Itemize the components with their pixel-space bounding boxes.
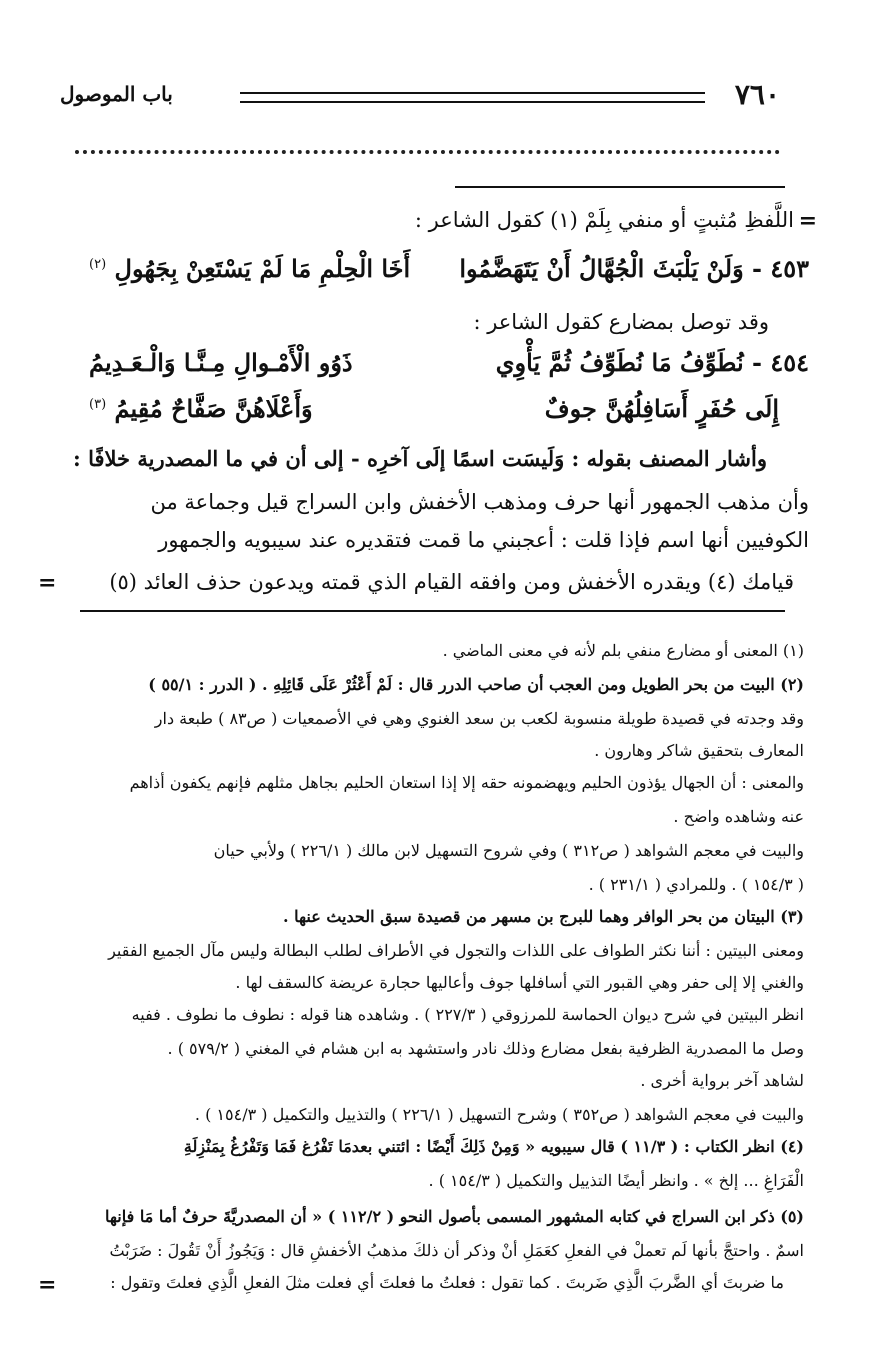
page-header — [60, 78, 780, 118]
footnote-line: والغني إلا إلى حفر وهي القبور التي أسافلها جوف وأعاليها حجارة عريضة كالسقف لها . — [235, 973, 804, 992]
verse-454-b — [89, 394, 809, 434]
verse-454-second-hemistich: ذَوُو الْأَمْـوالِ مِـنَّـا وَالْـعَـدِيمُ — [89, 348, 353, 377]
main-line-2: وقد توصل بمضارع كقول الشاعر : — [473, 310, 769, 334]
footnote-line: وصل ما المصدرية الظرفية بفعل مضارع وذلك نادر واستشهد به ابن هشام في المغني ( ٥٧٩/٢ ) . — [167, 1039, 804, 1058]
continuation-mark-bottom: = — [38, 570, 57, 596]
verse-454-first-hemistich: ٤٥٤ - نُطَوِّفُ مَا نُطَوِّفُ ثُمَّ يَأْوِي — [495, 348, 809, 377]
chapter-title: باب الموصول — [60, 82, 173, 106]
footnote-ref-3: (٣) — [89, 397, 107, 412]
footnote-line: لشاهد آخر برواية أخرى . — [640, 1071, 804, 1090]
verse-453-second-hemistich — [89, 254, 410, 283]
main-line-5: الكوفيين أنها اسم فإذا قلت : أعجبني ما قمت فتقديره عند سيبويه والجمهور — [158, 528, 809, 552]
footnote-ref-2: (٢) — [89, 257, 107, 272]
footnote-line: والبيت في معجم الشواهد ( ص٣١٢ ) وفي شروح التسهيل لابن مالك ( ٢٢٦/١ ) ولأبي حيان — [213, 841, 804, 860]
dotted-separator — [75, 150, 780, 154]
verse-454b-first-hemistich: إِلَى حُفَرٍ أَسَافِلُهُنَّ جوفٌ — [544, 394, 779, 423]
main-line-4: وأن مذهب الجمهور أنها حرف ومذهب الأخفش وابن السراج قيل وجماعة من — [150, 490, 809, 514]
verse-454-a — [89, 348, 809, 388]
continuation-mark: = — [798, 208, 817, 234]
header-double-rule — [240, 92, 705, 103]
short-separator — [455, 186, 785, 188]
footnote-line: (٣) البيتان من بحر الوافر وهما للبرج بن مسهر من قصيدة سبق الحديث عنها . — [282, 907, 804, 926]
footnote-line: ما ضربتَ أي الضَّربَ الَّذِي ضَربتَ . كما تقول : فعلتُ ما فعلتَ أي فعلت مثلَ الفعلِ الَّذِي فعلتَ وتقول : — [110, 1273, 784, 1292]
page-number: ٧٦٠ — [734, 78, 780, 111]
footnote-line: (١) المعنى أو مضارع منفي بلم لأنه في معنى الماضي . — [442, 641, 804, 660]
footnote-separator — [80, 610, 785, 612]
footnote-line: والمعنى : أن الجهال يؤذون الحليم ويهضمونه حقه إلا إذا استعان الحليم بجاهل مثلهم فإنهم يكفون أذاهم — [129, 773, 804, 792]
footnote-line: ومعنى البيتين : أننا نكثر الطواف على اللذات والتجول في الأطراف لطلب البطالة وليس مآل الجميع الفقير — [108, 941, 804, 960]
verse-454b-second-hemistich — [89, 394, 313, 423]
footnote-line: وقد وجدته في قصيدة طويلة منسوبة لكعب بن سعد الغنوي وهي في الأصمعيات ( ص٨٣ ) طبعة دار — [154, 709, 804, 728]
footnote-line: (٢) البيت من بحر الطويل ومن العجب أن صاحب الدرر قال : لَمْ أَعْثُرْ عَلَى قَائِلِهِ . ( الدرر : ٥٥/١ ) — [148, 675, 804, 694]
main-line-3: وأشار المصنف بقوله : وَلَيسَت اسمًا إلَى آخرِه - إلى أن في ما المصدرية خلافًا : — [73, 446, 767, 471]
continuation-mark-footnotes: = — [38, 1272, 57, 1298]
footnote-line: اسمٌ . واحتجَّ بأنها لَم تعملْ في الفعلِ كعَمَلِ أنْ وذكر أن ذلكَ مذهبُ الأخفشِ قال : وَيَجُوزُ أَنْ تَقُولَ : ضَرَبْتُ — [109, 1241, 804, 1260]
verse-453-first-hemistich: ٤٥٣ - وَلَنْ يَلْبَثَ الْجُهَّالُ أَنْ يَتَهَضَّمُوا — [459, 254, 809, 283]
footnote-line: المعارف بتحقيق شاكر وهارون . — [594, 741, 804, 760]
main-line-6: قيامك (٤) ويقدره الأخفش ومن وافقه القيام الذي قمته ويدعون حذف العائد (٥) — [109, 570, 794, 594]
verse-453-second-text: أَخَا الْحِلْمِ مَا لَمْ يَسْتَعِنْ بِجَهُولِ — [114, 254, 411, 283]
footnote-line: (٥) ذكر ابن السراج في كتابه المشهور المسمى بأصول النحو ( ١١٢/٢ ) « أن المصدريَّةَ حرفٌ أما مَا فإنها — [105, 1207, 804, 1226]
footnote-line: ( ١٥٤/٣ ) . وللمرادي ( ٢٣١/١ ) . — [588, 875, 804, 894]
footnote-line: انظر البيتين في شرح ديوان الحماسة للمرزوقي ( ٢٢٧/٣ ) . وشاهده هنا قوله : نطوف ما نطوف . ففيه — [131, 1005, 804, 1024]
verse-453 — [89, 254, 809, 294]
footnote-line: والبيت في معجم الشواهد ( ص٣٥٢ ) وشرح التسهيل ( ٢٢٦/١ ) والتذييل والتكميل ( ١٥٤/٣ ) . — [194, 1105, 804, 1124]
footnote-line: (٤) انظر الكتاب : ( ١١/٣ ) قال سيبويه « وَمِنْ ذَلِكَ أَيْضًا : ائتني بعدمَا تَفْرُغ فَمَا وَتَفْرُغُ بِمَنْزِلَةِ — [183, 1137, 804, 1156]
main-line-1: اللَّفظِ مُثبتٍ أو منفي بِلَمْ (١) كقول الشاعر : — [414, 208, 794, 232]
footnote-line: الْفَرَاغِ ... إلخ » . وانظر أيضًا التذييل والتكميل ( ١٥٤/٣ ) . — [428, 1171, 804, 1190]
footnote-line: عنه وشاهده واضح . — [673, 807, 804, 826]
verse-454b-second-text: وَأَعْلَاهُنَّ صَفَّاحٌ مُقِيمُ — [114, 394, 313, 423]
